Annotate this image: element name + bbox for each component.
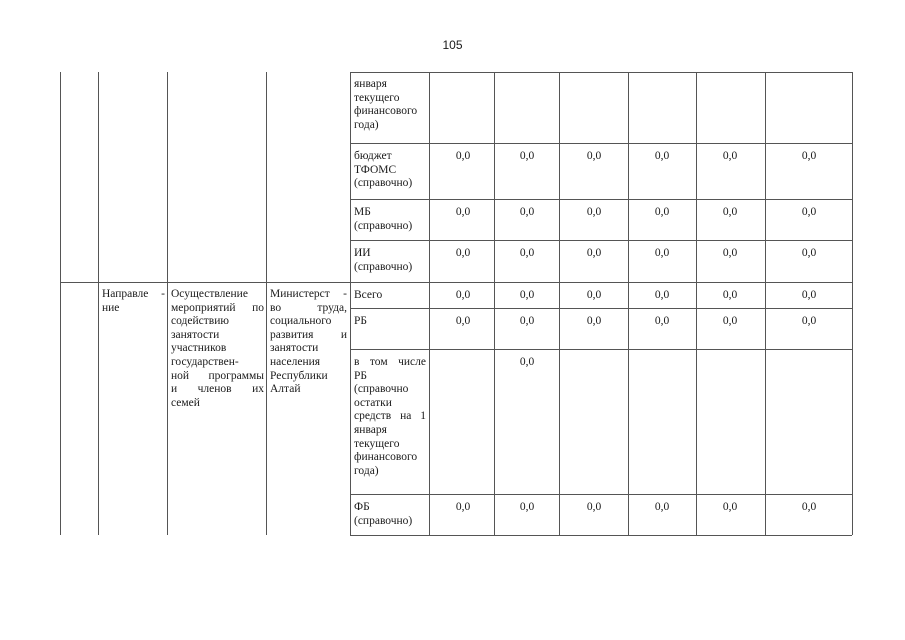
source-label (354, 315, 426, 329)
row-divider (350, 199, 852, 200)
value-cell: 0,0 (722, 289, 738, 301)
value-cell: 0,0 (455, 247, 471, 259)
value-cell: 0,0 (586, 247, 602, 259)
value-cell: 0,0 (654, 289, 670, 301)
col-border (628, 72, 629, 535)
row-divider (350, 494, 852, 495)
label-line: (справочно) (354, 177, 413, 190)
value-cell: 0,0 (722, 247, 738, 259)
direction-line: ние (102, 301, 120, 314)
value-cell: 0,0 (586, 289, 602, 301)
value-cell: 0,0 (722, 315, 738, 327)
source-label (354, 289, 426, 303)
event-line: мероприятий по (171, 301, 264, 314)
label-line: ИИ (354, 247, 371, 259)
label-line: РБ (354, 369, 367, 382)
col-border (852, 72, 853, 535)
label-line: ТФОМС (354, 163, 397, 176)
executor-line: социального (270, 315, 332, 328)
executor-line: во труда, (270, 301, 347, 314)
value-cell: 0,0 (455, 206, 471, 218)
label-line: января (354, 423, 387, 436)
value-cell: 0,0 (654, 206, 670, 218)
value-cell: 0,0 (586, 150, 602, 162)
col-border (98, 72, 99, 535)
table-top-border (350, 72, 852, 73)
value-cell: 0,0 (722, 501, 738, 513)
label-line: (справочно) (354, 260, 413, 273)
col-border (765, 72, 766, 535)
col-border (429, 72, 430, 535)
col-border (266, 72, 267, 535)
col-border (559, 72, 560, 535)
value-cell: 0,0 (519, 206, 535, 218)
section-divider (60, 282, 852, 283)
value-cell: 0,0 (519, 501, 535, 513)
table-bottom-border (350, 535, 852, 536)
label-line: финансового (354, 105, 418, 118)
source-label (354, 150, 426, 191)
col-border (60, 72, 61, 535)
value-cell: 0,0 (654, 315, 670, 327)
value-cell: 0,0 (801, 315, 817, 327)
label-line: РБ (354, 315, 367, 327)
label-line: в том числе (354, 356, 426, 368)
value-cell: 0,0 (455, 501, 471, 513)
value-cell: 0,0 (801, 289, 817, 301)
value-cell: 0,0 (519, 315, 535, 327)
direction-cell (102, 288, 165, 315)
row-divider (350, 240, 852, 241)
source-label (354, 78, 426, 132)
value-cell: 0,0 (654, 150, 670, 162)
event-line: участников (171, 342, 227, 355)
label-line: остатки (354, 396, 392, 409)
event-line: Осуществление (171, 288, 248, 300)
value-cell: 0,0 (586, 206, 602, 218)
value-cell: 0,0 (654, 247, 670, 259)
event-line: содействию (171, 315, 229, 328)
label-line: МБ (354, 206, 371, 218)
label-line: (справочно) (354, 514, 413, 527)
value-cell: 0,0 (654, 501, 670, 513)
source-label (354, 356, 426, 478)
label-line: января (354, 78, 387, 90)
value-cell: 0,0 (801, 501, 817, 513)
col-border (494, 72, 495, 535)
executor-line: населения (270, 355, 321, 368)
event-line: и членов их (171, 383, 264, 396)
event-line: занятости (171, 328, 220, 341)
value-cell: 0,0 (801, 150, 817, 162)
event-line: ной программы (171, 369, 264, 382)
executor-line: Министерст - (270, 288, 347, 300)
value-cell: 0,0 (586, 501, 602, 513)
label-line: года) (354, 118, 379, 131)
label-line: (справочно (354, 383, 409, 396)
value-cell: 0,0 (722, 206, 738, 218)
row-divider (350, 349, 852, 350)
label-line: года) (354, 464, 379, 477)
value-cell: 0,0 (455, 289, 471, 301)
executor-line: Республики (270, 369, 328, 382)
row-divider (350, 143, 852, 144)
executor-line: Алтай (270, 383, 301, 396)
label-line: ФБ (354, 501, 370, 513)
value-cell: 0,0 (519, 247, 535, 259)
label-line: текущего (354, 91, 400, 104)
row-divider (350, 308, 852, 309)
source-label (354, 247, 426, 274)
label-line: (справочно) (354, 219, 413, 232)
page-number: 105 (442, 38, 463, 52)
executor-line: развития и (270, 328, 347, 341)
label-line: финансового (354, 451, 418, 464)
event-description-cell (171, 288, 264, 410)
value-cell: 0,0 (722, 150, 738, 162)
direction-line: Направле - (102, 288, 165, 300)
value-cell: 0,0 (801, 206, 817, 218)
executor-line: занятости (270, 342, 319, 355)
col-border (167, 72, 168, 535)
executor-cell (270, 288, 347, 397)
source-label (354, 501, 426, 528)
value-cell: 0,0 (455, 150, 471, 162)
event-line: семей (171, 396, 200, 409)
value-cell: 0,0 (455, 315, 471, 327)
label-line: средств на 1 (354, 410, 426, 423)
col-border (696, 72, 697, 535)
value-cell: 0,0 (519, 356, 535, 368)
value-cell: 0,0 (519, 289, 535, 301)
col-border (350, 72, 351, 535)
value-cell: 0,0 (519, 150, 535, 162)
label-line: Всего (354, 289, 383, 301)
value-cell: 0,0 (801, 247, 817, 259)
source-label (354, 206, 426, 233)
event-line: государствен- (171, 355, 239, 368)
label-line: бюджет (354, 150, 392, 162)
label-line: текущего (354, 437, 400, 450)
value-cell: 0,0 (586, 315, 602, 327)
